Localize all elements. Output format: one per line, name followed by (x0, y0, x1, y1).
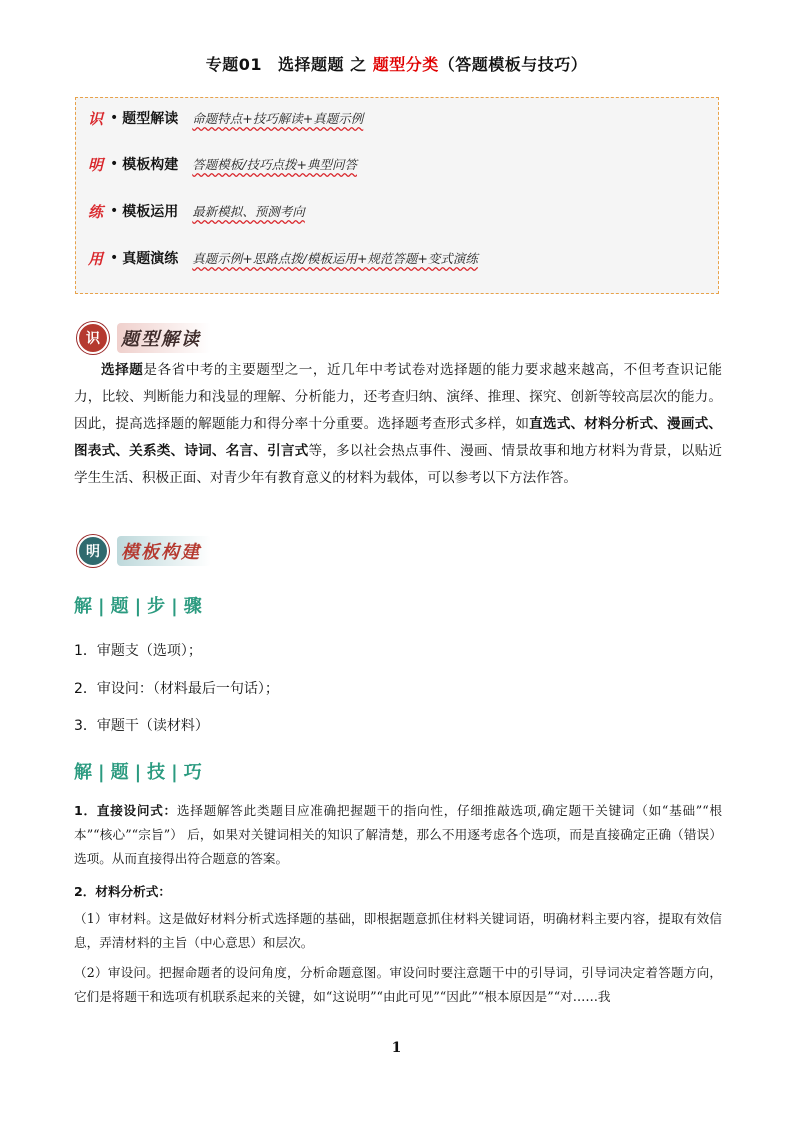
toc-bullet: • (110, 250, 119, 266)
section-badge-icon: 明 (77, 535, 109, 567)
toc-char: 明 (88, 155, 104, 174)
toc-desc: 答题模板/技巧点拨+典型问答 (192, 157, 357, 172)
toc-label: 模板构建 (122, 157, 179, 173)
step-item: 1．审题支（选项）； (74, 643, 202, 659)
page-number: 1 (391, 1040, 402, 1056)
title-part-b: 选择题题 之 (278, 55, 367, 74)
step-item: 3．审题干（读材料） (74, 718, 209, 734)
title-part-a: 专题01 (205, 55, 263, 74)
toc-row (88, 150, 357, 178)
toc-row (88, 244, 478, 272)
intro-text-1: 是各省中考的主要题型之一，近几年中考试卷对选择题的能力要求越来越高，不但考查识记能力，比较、判断能力和浅显的理解、分析能力，还考查归纳、演绎、推理、探究、创新等较高层次的能力。因此，提高选择题的解题能力和得分率十分重要。选择题考查形式多样，如 (74, 362, 723, 432)
toc-row (88, 104, 363, 132)
toc-bullet: • (110, 156, 119, 172)
toc-row (88, 197, 305, 225)
toc-char: 练 (88, 202, 104, 221)
title-part-c: （答题模板与技巧） (438, 55, 588, 74)
intro-text-2: 等，多以社会热点事件、漫画、情景故事和地方材料为背景，以贴近学生生活、积极正面、对青少年有教育意义的材料为载体，可以参考以下方法作答。 (74, 443, 722, 486)
toc-desc: 命题特点+技巧解读+真题示例 (192, 111, 364, 126)
section-badge-icon: 识 (77, 322, 109, 354)
skill-2-para-1: （1）审材料。这是做好材料分析式选择题的基础，即根据题意抓住材料关键词语，明确材料主要内容，提取有效信息，弄清材料的主旨（中心意思）和层次。 (74, 911, 722, 950)
toc-char: 用 (88, 249, 104, 268)
skill-1 (74, 799, 722, 871)
toc-char: 识 (88, 109, 104, 128)
skill-2-title: 2．材料分析式： (74, 884, 171, 899)
intro-paragraph (74, 357, 722, 492)
toc-desc: 最新模拟、预测考向 (192, 204, 305, 219)
section-header-2 (77, 535, 211, 567)
toc-desc: 真题示例+思路点拨/模板运用+规范答题+变式演练 (192, 251, 478, 266)
toc-box (75, 97, 719, 294)
skill-text: 选择题解答此类题目应准确把握题干的指向性，仔细推敲选项,确定题干关键词（如“基础”“根本”“核心”“宗旨”） 后，如果对关键词相关的知识了解清楚，那么不用逐考虑各个选项，而是直接确定正确（错误）选项。从而直接得出符合题意的答案。 (74, 803, 722, 866)
skills-heading: 解 | 题 | 技 | 巧 (74, 762, 204, 783)
skill-2-para-2: （2）审设问。把握命题者的设问角度，分析命题意图。审设问时要注意题干中的引导词，引导词决定着答题方向，它们是将题干和选项有机联系起来的关键，如“这说明”“由此可见”“因此”“根本原因是”“对……我 (74, 965, 722, 1004)
section-header-1 (77, 322, 211, 354)
toc-bullet: • (110, 110, 119, 126)
steps-heading: 解 | 题 | 步 | 骤 (74, 596, 204, 617)
page-title (0, 52, 793, 75)
toc-bullet: • (110, 203, 119, 219)
intro-bold-1: 选择题 (101, 362, 144, 378)
section-title: 模板构建 (117, 536, 211, 566)
skill-title: 1．直接设问式： (74, 803, 177, 818)
toc-label: 模板运用 (122, 204, 179, 220)
intro-bold-2: 直选式、材料分析式、漫画式、图表式、关系类、诗词、名言、引言式 (74, 416, 723, 459)
toc-label: 真题演练 (122, 251, 179, 267)
section-title: 题型解读 (117, 323, 211, 353)
title-highlight: 题型分类 (372, 55, 439, 74)
step-item: 2．审设问：（材料最后一句话）； (74, 681, 279, 697)
toc-label: 题型解读 (122, 111, 179, 127)
